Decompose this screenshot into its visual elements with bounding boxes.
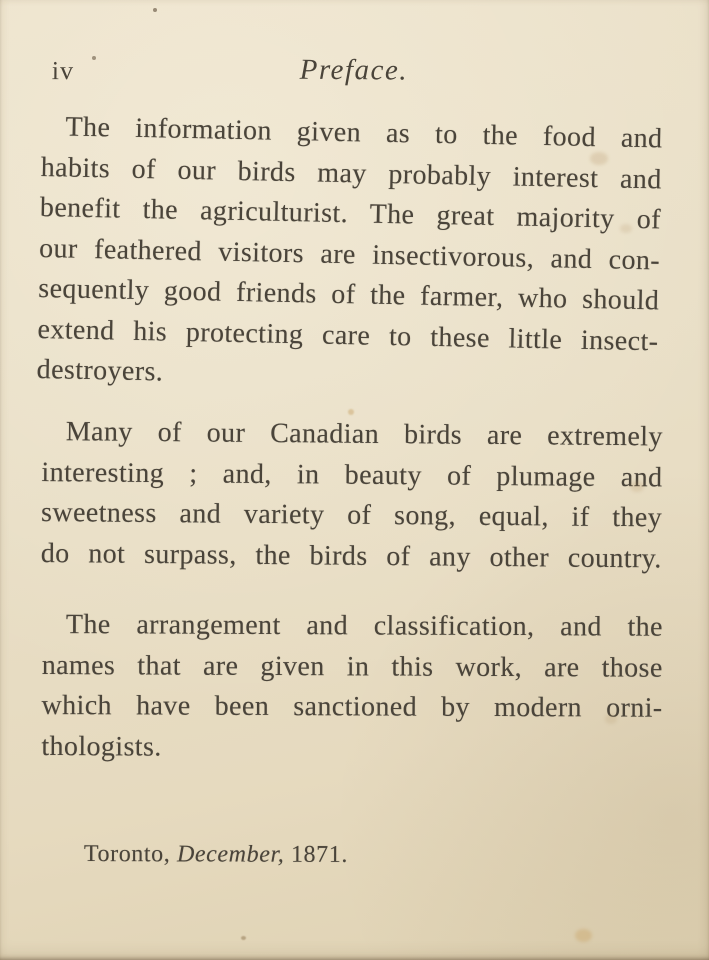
dateline-place: Toronto, [83,841,171,868]
paragraph-1 [36,107,663,403]
text-line: sequently good friends of the farmer, who should [38,272,660,317]
text-line: destroyers. [36,353,164,388]
dateline-month: December, [176,841,285,868]
text-line: sweetness and variety of song, equal, if they [40,496,663,534]
paragraph-3 [41,605,663,770]
text-line: names that are given in this work, are those [41,649,663,684]
text-line: extend his protecting care to these little insect- [37,313,659,357]
dateline [84,841,348,869]
text-line: The arrangement and classification, and the [65,609,663,643]
text-line: The information given as to the food and [65,111,663,155]
foxing-spot [575,929,592,942]
text-line: Many of our Canadian birds are extremely [65,416,663,453]
text-line: interesting ; and, in beauty of plumage and [41,456,663,493]
text-line: thologists. [41,730,162,763]
dateline-year: 1871. [290,841,349,868]
text-line: which have been sanctioned by modern orni- [41,689,663,724]
text-line: habits of our birds may probably interest and [40,151,662,195]
text-line: benefit the agriculturist. The great majority of [39,191,662,236]
page-title: Preface. [299,53,409,87]
text-line: do not surpass, the birds of any other country. [40,537,662,574]
paragraph-2 [41,412,663,579]
paper-speck [153,8,157,12]
text-line: our feathered visitors are insectivorous, and con- [38,232,661,276]
page-header [42,52,666,96]
page-number: iv [51,56,75,86]
paper-speck [241,936,246,940]
